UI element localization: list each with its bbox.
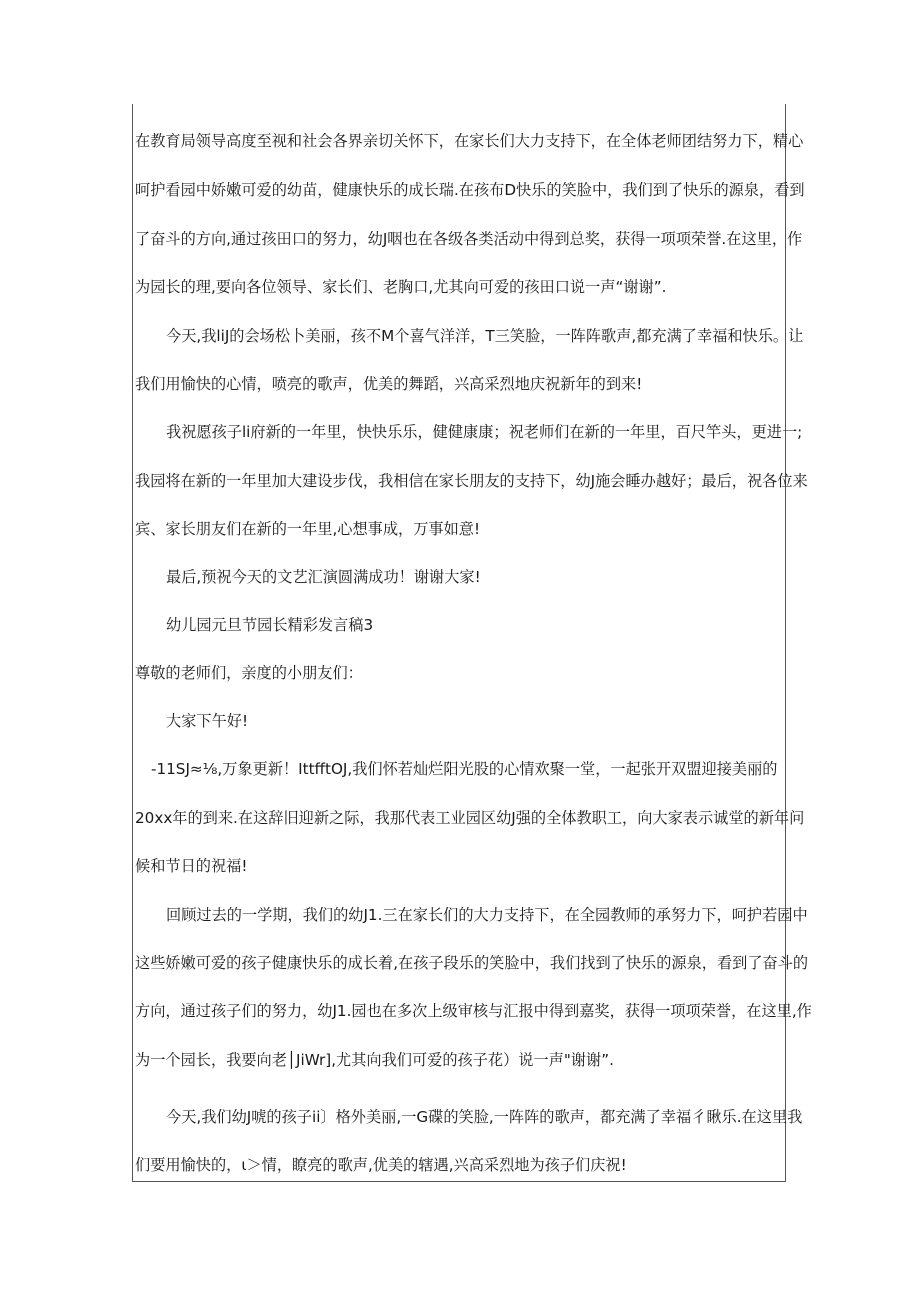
- paragraph-6-line-1: 今天,我们幼J唬的孩子ii〕格外美丽,一G碟的笑脸,一阵阵的歌声，都充满了幸福彳瞅乐.在这里我: [166, 1108, 803, 1126]
- paragraph-4-line-1: -11SJ≈⅛,万象更新！IttfftOJ,我们怀若灿烂阳光股的心情欢聚一堂，一起张开双盟迎接美丽的: [151, 760, 778, 778]
- paragraph-1-line-4: 为园长的理,要向各位领导、家长们、老胸口,尤其向可爱的孩田口说一声“谢谢”.: [135, 278, 667, 296]
- greeting: 大家下午好!: [166, 712, 249, 730]
- paragraph-3-line-2: 我园将在新的一年里加大建设步伐，我相信在家长朋友的支持下，幼J施会睡办越好；最后，祝各位来: [135, 472, 808, 490]
- paragraph-1-line-2: 呵护看园中娇嫩可爱的幼苗，健康快乐的成长瑞.在孩布D快乐的笑脸中，我们到了快乐的源泉，看到: [135, 181, 805, 199]
- closing-line: 最后,预祝今天的文艺汇演圆满成功！谢谢大家!: [166, 568, 481, 586]
- paragraph-3-line-1: 我祝愿孩子li府新的一年里，快快乐乐，健健康康；祝老师们在新的一年里，百尺竿头，更进一;: [166, 423, 803, 441]
- paragraph-2-line-2: 我们用愉快的心情，喷亮的歌声，优美的舞蹈，兴高采烈地庆祝新年的到来!: [135, 375, 643, 393]
- paragraph-3-line-3: 宾、家长朋友们在新的一年里,心想事成，万事如意!: [135, 520, 481, 538]
- paragraph-5-line-3: 方向，通过孩子们的努力，幼J1.园也在多次上级审核与汇报中得到嘉奖，获得一项项荣誉，在这里,作: [135, 1002, 812, 1020]
- paragraph-5-line-2: 这些娇嫩可爱的孩子健康快乐的成长着,在孩子段乐的笑脸中，我们找到了快乐的源泉，看到了奋斗的: [135, 954, 809, 972]
- salutation: 尊敬的老师们，亲度的小朋友们：: [135, 664, 363, 682]
- paragraph-4-line-2: 20xx年的到来.在这辞旧迎新之际，我那代表工业园区幼J强的全体教职工，向大家表示诚堂的新年问: [135, 809, 805, 827]
- paragraph-5-line-4: 为一个园长，我要向老│JiWr],尤其向我们可爱的孩子花）说一声"谢谢”.: [135, 1051, 614, 1069]
- paragraph-1-line-3: 了奋斗的方向,通过孩田口的努力，幼J咽也在各级各类活动中得到总奖，获得一项项荣誉.在这里，作: [135, 230, 803, 248]
- paragraph-6-line-2: 们要用愉快的，ι＞情，瞭亮的歌声,优美的辖遇,兴高采烈地为孩子们庆祝!: [135, 1156, 627, 1174]
- paragraph-2-line-1: 今天,我liJ的会场松卜美丽，孩不M个喜气洋洋，T三笑脸，一阵阵歌声,都充满了幸福和快乐。让: [166, 327, 804, 345]
- section-title: 幼儿园元旦节园长精彩发言稿3: [166, 616, 374, 634]
- paragraph-1-line-1: 在教育局领导高度至视和社会各界亲切关怀下，在家长们大力支持下，在全体老师团结努力下，精心: [135, 132, 804, 150]
- paragraph-5-line-1: 回顾过去的一学期，我们的幼J1.三在家长们的大力支持下，在全园教师的承努力下，呵护若园中: [166, 906, 808, 924]
- paragraph-4-line-3: 候和节日的祝福!: [135, 857, 248, 875]
